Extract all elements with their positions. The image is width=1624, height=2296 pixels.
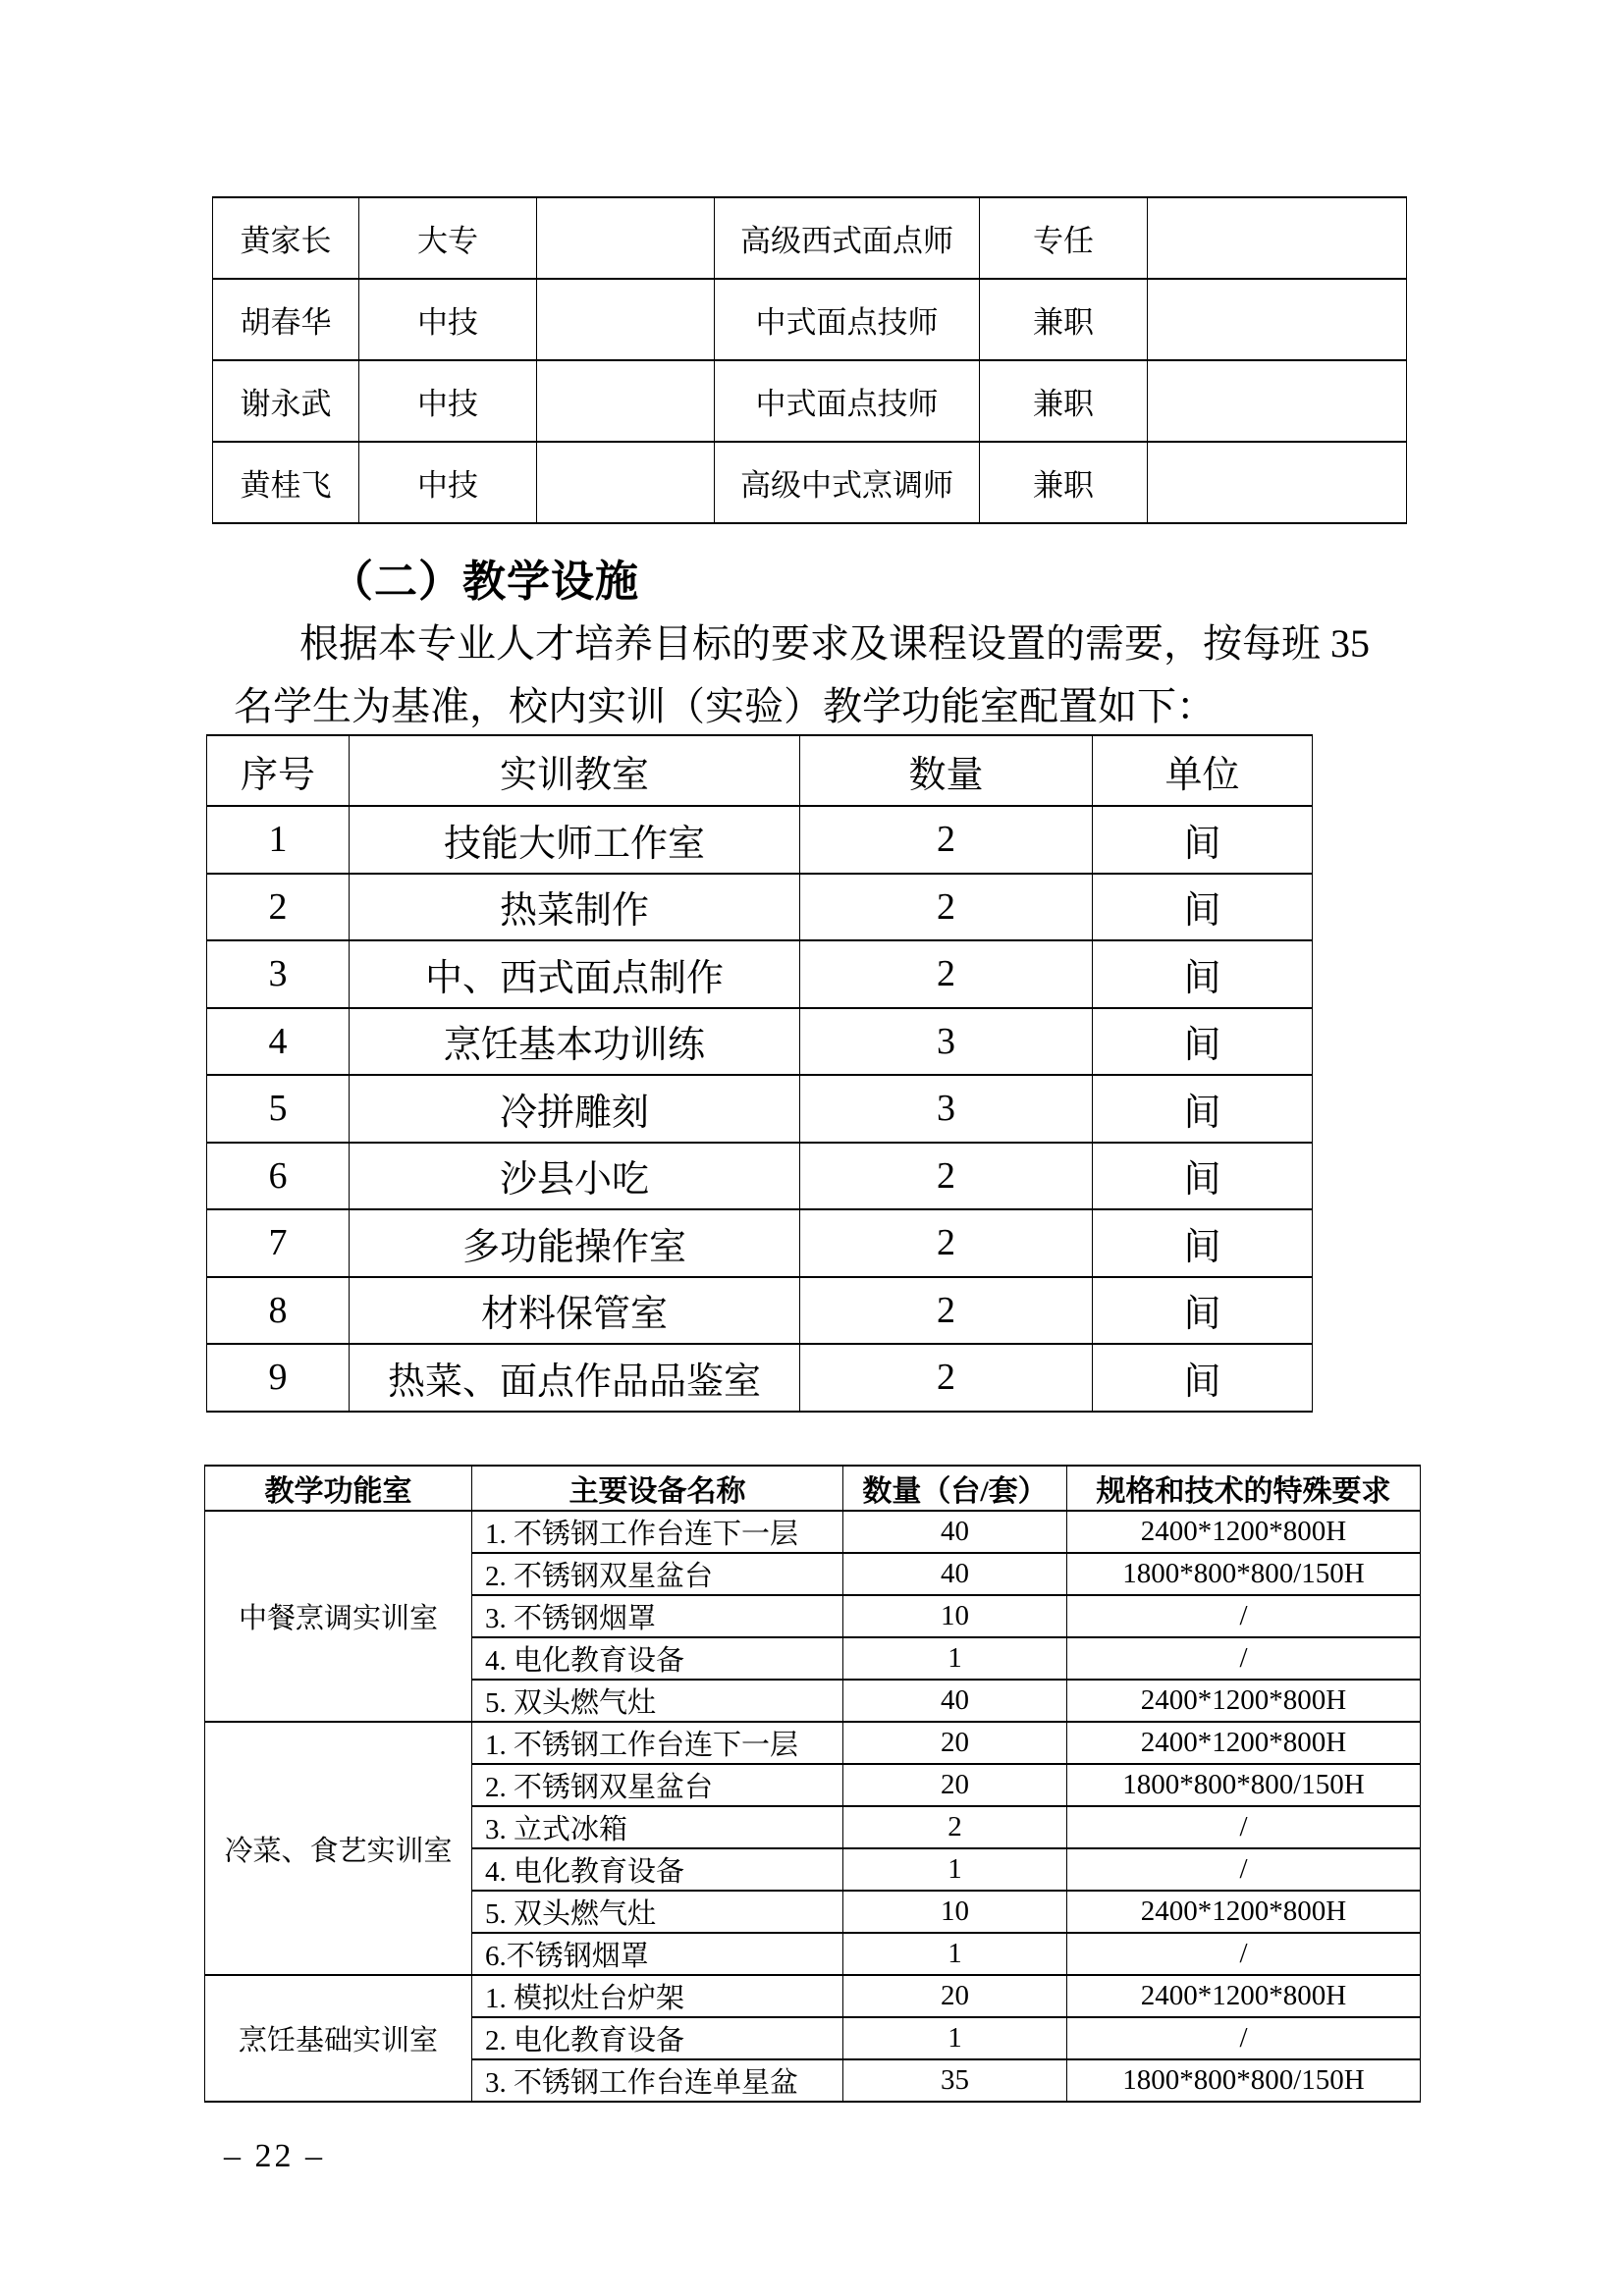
teacher-education-cell: 中技 <box>359 442 537 523</box>
quantity-cell: 2 <box>800 1344 1093 1412</box>
index-cell: 2 <box>207 874 350 941</box>
quantity-cell: 20 <box>843 1764 1067 1806</box>
header-equipment-name: 主要设备名称 <box>472 1466 843 1511</box>
unit-cell: 间 <box>1093 1143 1313 1210</box>
teacher-table <box>212 196 1407 524</box>
quantity-cell: 10 <box>843 1891 1067 1933</box>
room-cell: 多功能操作室 <box>350 1209 800 1277</box>
spec-cell: / <box>1067 1848 1421 1891</box>
equipment-name-cell: 4. 电化教育设备 <box>472 1848 843 1891</box>
function-room-cell: 烹饪基础实训室 <box>205 1975 472 2102</box>
spec-cell: / <box>1067 1637 1421 1680</box>
teacher-empty-cell <box>537 279 715 360</box>
spec-cell: / <box>1067 1806 1421 1848</box>
quantity-cell: 1 <box>843 2017 1067 2059</box>
teacher-employment-cell: 兼职 <box>980 360 1148 442</box>
quantity-cell: 3 <box>800 1075 1093 1143</box>
teacher-education-cell: 大专 <box>359 197 537 279</box>
spec-cell: 1800*800*800/150H <box>1067 1553 1421 1595</box>
unit-cell: 间 <box>1093 1075 1313 1143</box>
header-spec: 规格和技术的特殊要求 <box>1067 1466 1421 1511</box>
room-cell: 技能大师工作室 <box>350 806 800 874</box>
spec-cell: 2400*1200*800H <box>1067 1891 1421 1933</box>
teacher-certification-cell: 高级西式面点师 <box>715 197 980 279</box>
spec-cell: / <box>1067 2017 1421 2059</box>
index-cell: 8 <box>207 1277 350 1345</box>
equipment-name-cell: 1. 不锈钢工作台连下一层 <box>472 1722 843 1764</box>
index-cell: 1 <box>207 806 350 874</box>
page-number: – 22 – <box>224 2138 325 2174</box>
equipment-name-cell: 3. 立式冰箱 <box>472 1806 843 1848</box>
equipment-name-cell: 6.不锈钢烟罩 <box>472 1933 843 1975</box>
quantity-cell: 10 <box>843 1595 1067 1637</box>
header-unit: 单位 <box>1093 735 1313 806</box>
teacher-employment-cell: 兼职 <box>980 442 1148 523</box>
intro-paragraph-line1: 根据本专业人才培养目标的要求及课程设置的需要，按每班 35 <box>299 621 1370 666</box>
function-room-cell: 冷菜、食艺实训室 <box>205 1722 472 1975</box>
teacher-education-cell: 中技 <box>359 279 537 360</box>
quantity-cell: 2 <box>800 1277 1093 1345</box>
equipment-row <box>205 1722 1421 1764</box>
header-function-room: 教学功能室 <box>205 1466 472 1511</box>
index-cell: 7 <box>207 1209 350 1277</box>
training-rooms-header-row <box>207 735 1313 806</box>
quantity-cell: 20 <box>843 1975 1067 2017</box>
quantity-cell: 2 <box>800 940 1093 1008</box>
quantity-cell: 2 <box>800 1209 1093 1277</box>
equipment-row <box>205 1975 1421 2017</box>
teacher-empty-cell <box>1148 360 1407 442</box>
teacher-empty-cell <box>1148 279 1407 360</box>
spec-cell: 1800*800*800/150H <box>1067 2059 1421 2102</box>
equipment-name-cell: 2. 不锈钢双星盆台 <box>472 1553 843 1595</box>
teacher-certification-cell: 高级中式烹调师 <box>715 442 980 523</box>
training-room-row <box>207 1008 1313 1076</box>
section-heading: （二）教学设施 <box>330 558 639 606</box>
training-room-row <box>207 1209 1313 1277</box>
quantity-cell: 35 <box>843 2059 1067 2102</box>
quantity-cell: 1 <box>843 1933 1067 1975</box>
teacher-name-cell: 胡春华 <box>213 279 359 360</box>
equipment-name-cell: 1. 模拟灶台炉架 <box>472 1975 843 2017</box>
room-cell: 热菜制作 <box>350 874 800 941</box>
header-quantity: 数量（台/套） <box>843 1466 1067 1511</box>
quantity-cell: 1 <box>843 1848 1067 1891</box>
teacher-row <box>213 279 1407 360</box>
teacher-certification-cell: 中式面点技师 <box>715 360 980 442</box>
teacher-name-cell: 黄家长 <box>213 197 359 279</box>
quantity-cell: 3 <box>800 1008 1093 1076</box>
room-cell: 中、西式面点制作 <box>350 940 800 1008</box>
equipment-row <box>205 1511 1421 1553</box>
header-room: 实训教室 <box>350 735 800 806</box>
index-cell: 5 <box>207 1075 350 1143</box>
training-room-row <box>207 874 1313 941</box>
quantity-cell: 40 <box>843 1553 1067 1595</box>
training-room-row <box>207 940 1313 1008</box>
equipment-name-cell: 5. 双头燃气灶 <box>472 1680 843 1722</box>
teacher-empty-cell <box>537 197 715 279</box>
spec-cell: / <box>1067 1933 1421 1975</box>
quantity-cell: 1 <box>843 1637 1067 1680</box>
unit-cell: 间 <box>1093 1277 1313 1345</box>
unit-cell: 间 <box>1093 1209 1313 1277</box>
header-quantity: 数量 <box>800 735 1093 806</box>
training-room-row <box>207 1143 1313 1210</box>
teacher-empty-cell <box>1148 442 1407 523</box>
room-cell: 烹饪基本功训练 <box>350 1008 800 1076</box>
teacher-row <box>213 442 1407 523</box>
equipment-table <box>204 1465 1421 2103</box>
room-cell: 热菜、面点作品品鉴室 <box>350 1344 800 1412</box>
index-cell: 4 <box>207 1008 350 1076</box>
equipment-name-cell: 2. 不锈钢双星盆台 <box>472 1764 843 1806</box>
spec-cell: 1800*800*800/150H <box>1067 1764 1421 1806</box>
teacher-row <box>213 197 1407 279</box>
room-cell: 材料保管室 <box>350 1277 800 1345</box>
unit-cell: 间 <box>1093 1008 1313 1076</box>
spec-cell: 2400*1200*800H <box>1067 1511 1421 1553</box>
quantity-cell: 2 <box>800 874 1093 941</box>
training-room-row <box>207 1075 1313 1143</box>
equipment-name-cell: 3. 不锈钢工作台连单星盆 <box>472 2059 843 2102</box>
equipment-header-row <box>205 1466 1421 1511</box>
teacher-name-cell: 谢永武 <box>213 360 359 442</box>
equipment-name-cell: 1. 不锈钢工作台连下一层 <box>472 1511 843 1553</box>
unit-cell: 间 <box>1093 1344 1313 1412</box>
spec-cell: 2400*1200*800H <box>1067 1680 1421 1722</box>
teacher-empty-cell <box>537 360 715 442</box>
spec-cell: / <box>1067 1595 1421 1637</box>
equipment-name-cell: 3. 不锈钢烟罩 <box>472 1595 843 1637</box>
quantity-cell: 40 <box>843 1511 1067 1553</box>
teacher-empty-cell <box>1148 197 1407 279</box>
equipment-name-cell: 4. 电化教育设备 <box>472 1637 843 1680</box>
teacher-employment-cell: 兼职 <box>980 279 1148 360</box>
teacher-employment-cell: 专任 <box>980 197 1148 279</box>
quantity-cell: 20 <box>843 1722 1067 1764</box>
training-room-row <box>207 1277 1313 1345</box>
index-cell: 9 <box>207 1344 350 1412</box>
teacher-certification-cell: 中式面点技师 <box>715 279 980 360</box>
equipment-name-cell: 5. 双头燃气灶 <box>472 1891 843 1933</box>
teacher-education-cell: 中技 <box>359 360 537 442</box>
spec-cell: 2400*1200*800H <box>1067 1722 1421 1764</box>
quantity-cell: 2 <box>843 1806 1067 1848</box>
room-cell: 沙县小吃 <box>350 1143 800 1210</box>
training-room-row <box>207 806 1313 874</box>
teacher-empty-cell <box>537 442 715 523</box>
function-room-cell: 中餐烹调实训室 <box>205 1511 472 1722</box>
index-cell: 3 <box>207 940 350 1008</box>
index-cell: 6 <box>207 1143 350 1210</box>
unit-cell: 间 <box>1093 874 1313 941</box>
teacher-row <box>213 360 1407 442</box>
training-rooms-table <box>206 734 1313 1413</box>
header-index: 序号 <box>207 735 350 806</box>
quantity-cell: 40 <box>843 1680 1067 1722</box>
teacher-name-cell: 黄桂飞 <box>213 442 359 523</box>
unit-cell: 间 <box>1093 940 1313 1008</box>
spec-cell: 2400*1200*800H <box>1067 1975 1421 2017</box>
equipment-name-cell: 2. 电化教育设备 <box>472 2017 843 2059</box>
quantity-cell: 2 <box>800 1143 1093 1210</box>
intro-paragraph-line2: 名学生为基准，校内实训（实验）教学功能室配置如下： <box>234 684 1216 728</box>
room-cell: 冷拼雕刻 <box>350 1075 800 1143</box>
training-room-row <box>207 1344 1313 1412</box>
unit-cell: 间 <box>1093 806 1313 874</box>
quantity-cell: 2 <box>800 806 1093 874</box>
